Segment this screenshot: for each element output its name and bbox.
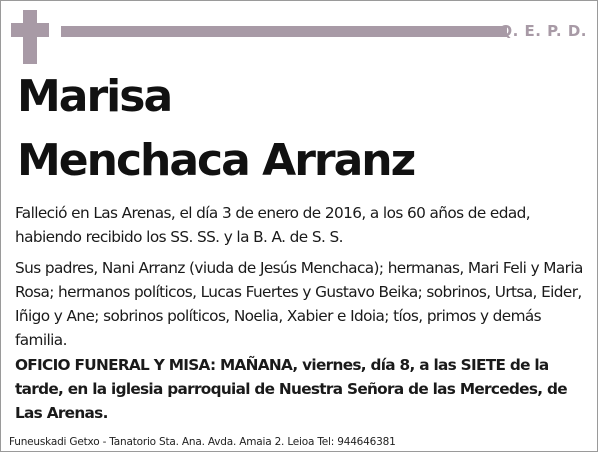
deceased-surnames: Menchaca Arranz: [17, 135, 415, 186]
death-announcement: Falleció en Las Arenas, el día 3 de enero de 2016, a los 60 años de edad, habiendo recibido los SS. SS. y la B. A. de S. S.: [15, 204, 530, 246]
funeral-home-footer: Funeuskadi Getxo - Tanatorio Sta. Ana. Avda. Amaia 2. Leioa Tel: 944646381: [9, 436, 396, 448]
family-list: Sus padres, Nani Arranz (viuda de Jesús Menchaca); hermanas, Mari Feli y Maria Rosa; hermanos políticos, Lucas Fuertes y Gustavo Beika; sobrinos, Urtsa, Eider, Iñigo y Ane; sobrinos políticos, Noelia, Xabier e Idoia; tíos, primos y demás familia.: [15, 259, 583, 349]
funeral-service-details: OFICIO FUNERAL Y MISA: MAÑANA, viernes, día 8, a las SIETE de la tarde, en la iglesia parroquial de Nuestra Señora de las Mercedes, de Las Arenas.: [15, 356, 567, 422]
qepd-label: Q. E. P. D.: [499, 22, 587, 40]
cross-icon: [23, 10, 37, 64]
header-rule: [61, 26, 507, 37]
cross-icon-bar: [11, 23, 49, 37]
deceased-first-name: Marisa: [17, 71, 172, 122]
